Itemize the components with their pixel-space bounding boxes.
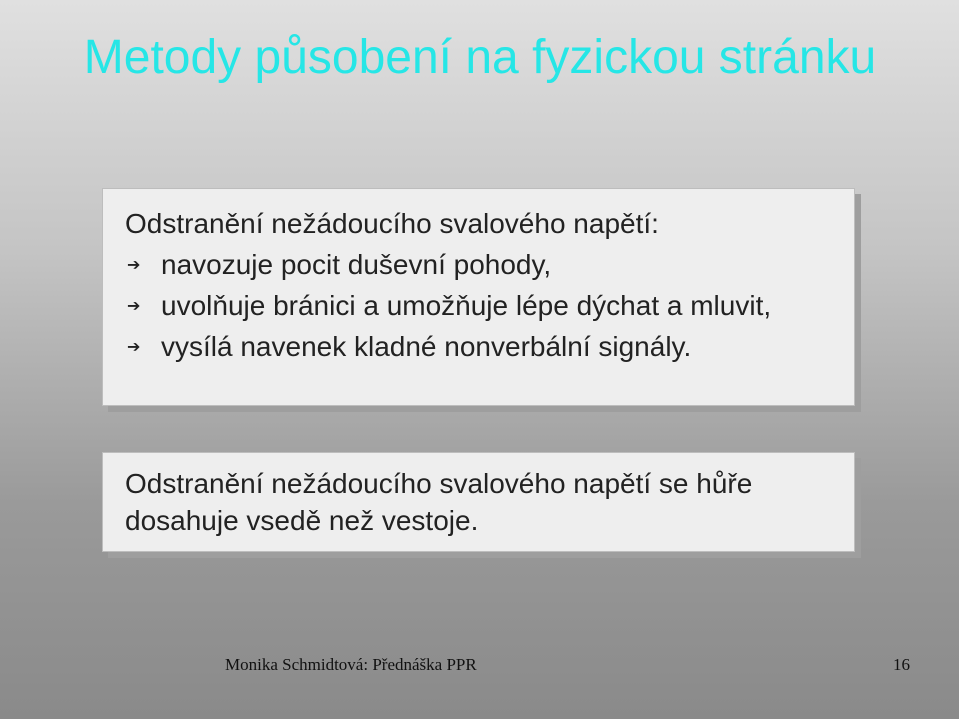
list-item [125,326,834,367]
note-text: Odstranění nežádoucího svalového napětí se hůře dosahuje vsedě než vestoje. [125,468,753,536]
list-item [125,285,834,326]
list-item-text: navozuje pocit duševní pohody, [161,249,552,280]
arrow-right-icon: ➔ [127,296,141,315]
slide-title: Metody působení na fyzickou stránku [83,31,877,84]
arrow-right-icon: ➔ [127,337,141,356]
benefits-heading: Odstranění nežádoucího svalového napětí: [125,208,659,239]
list-item-text: uvolňuje bránici a umožňuje lépe dýchat a mluvit, [161,290,772,321]
footer-author: Monika Schmidtová: Přednáška PPR [225,655,477,674]
arrow-right-icon: ➔ [127,255,141,274]
page-number: 16 [893,655,910,674]
list-item [125,244,834,285]
content-box-note [102,452,855,552]
content-box-benefits [102,188,855,406]
benefits-list [125,244,834,367]
list-item-text: vysílá navenek kladné nonverbální signály. [161,331,692,362]
